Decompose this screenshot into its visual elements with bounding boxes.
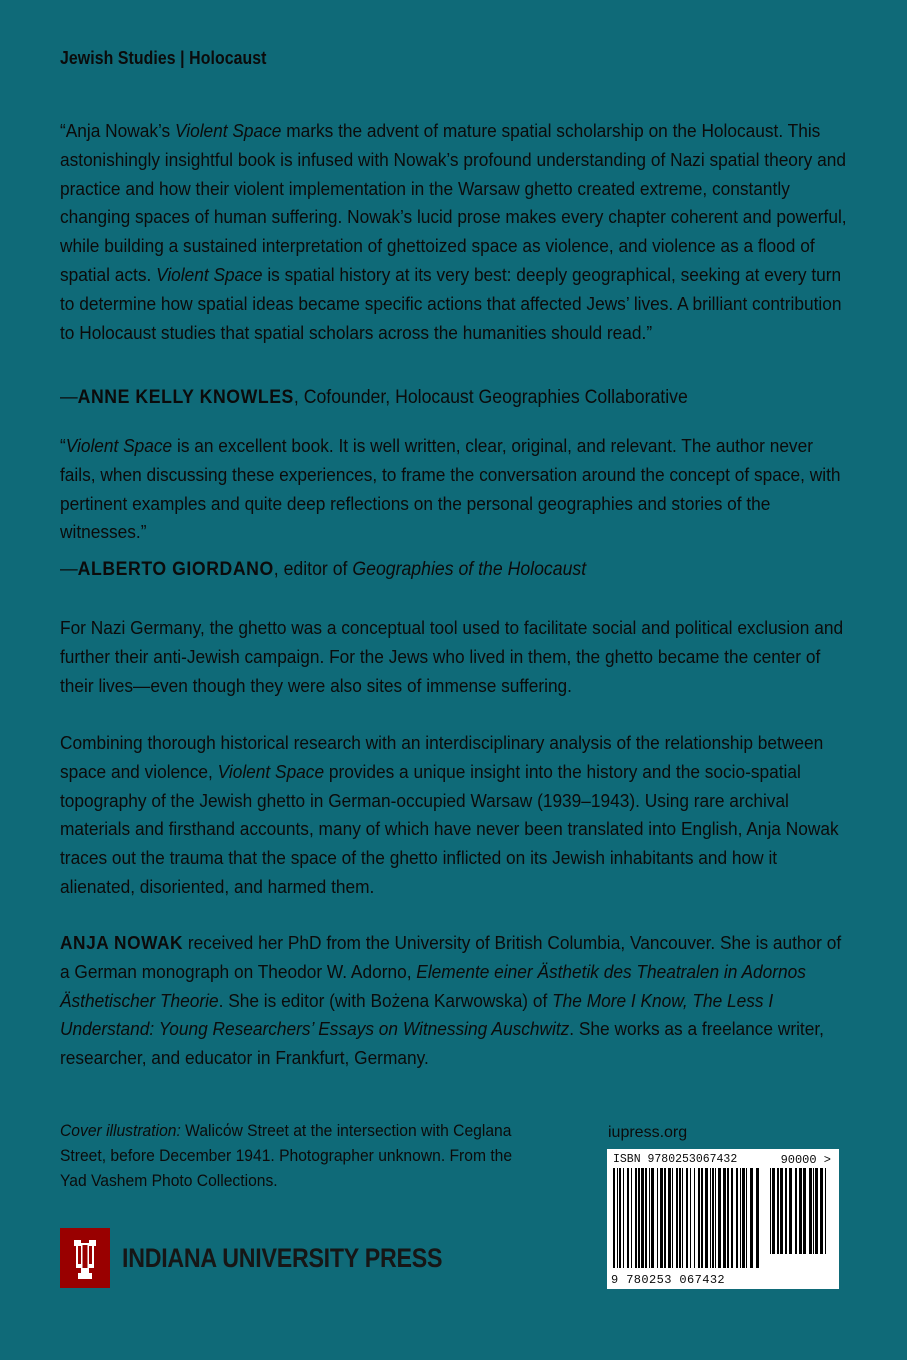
barcode-digits: 9 780253 067432 [611, 1273, 726, 1287]
paragraph-text: provides a unique insight into the history and the socio-spatial topography of the Jewish ghetto in German-occupied Warsaw (1939–1943). Using rare archival materials and firsthand accounts, many of which have never been translated into English, Anja Nowak traces out the trauma that the space of the ghetto inflicted on its Jewish inhabitants and how it alienated, disoriented, and harmed them. [60, 760, 839, 897]
barcode-bar [698, 1168, 700, 1268]
barcode-bar [772, 1168, 775, 1254]
barcode-bar [651, 1168, 654, 1268]
dash: — [60, 559, 78, 580]
barcode-bar [619, 1168, 621, 1268]
iu-trident-logo-icon [60, 1228, 110, 1288]
barcode-bar [813, 1168, 814, 1254]
review-quote-2 [60, 432, 851, 547]
barcode-bar [657, 1168, 658, 1268]
bio-text: . She is editor (with Bożena Karwowska) of [218, 989, 553, 1011]
quote-text: is spatial history at its very best: deeply geographical, seeking at every turn to determine how spatial ideas became specific actions that affected Jews’ lives. A brilliant contribution to Holocaust studies that spatial scholars across the humanities should read.” [60, 263, 842, 343]
barcode-bar [613, 1168, 615, 1268]
barcode-bar [785, 1168, 787, 1254]
barcode-bar [649, 1168, 650, 1268]
publisher-name: INDIANA UNIVERSITY PRESS [122, 1243, 443, 1273]
barcode-bar [664, 1168, 666, 1268]
barcode-bar [742, 1168, 745, 1268]
addon-barcode-bars [768, 1168, 832, 1254]
barcode-bar [705, 1168, 708, 1268]
barcode-bar [694, 1168, 695, 1268]
barcode-bar [623, 1168, 624, 1268]
barcode-bar [746, 1168, 747, 1268]
quote-text: “ [60, 435, 66, 456]
reviewer-name: ALBERTO GIORDANO [77, 559, 274, 580]
barcode-bar [780, 1168, 783, 1254]
caption-text: Walicόw Street at the intersection with Ceglana Street, before December 1941. Photographer unknown. From the Yad Vashem Photo Collections. [60, 1121, 513, 1190]
barcode-bar [750, 1168, 753, 1268]
barcode-bar [799, 1168, 802, 1254]
reviewer-work: Geographies of the Holocaust [352, 559, 587, 580]
book-title: Violent Space [175, 120, 282, 141]
barcode-bar [679, 1168, 681, 1268]
barcode-bar [756, 1168, 759, 1268]
publisher-website[interactable]: iupress.org [608, 1124, 688, 1141]
barcode-bar [736, 1168, 738, 1268]
barcode-bar [795, 1168, 797, 1254]
barcode-bar [710, 1168, 711, 1268]
barcode-bar [627, 1168, 629, 1268]
work-title: The More I Know, The Less I Understand: Young Researchers’ Essays on Witnessing Auschwitz [60, 989, 774, 1040]
description-paragraph-2 [60, 729, 851, 902]
book-title: Violent Space [65, 435, 173, 456]
paragraph-text: Combining thorough historical research with an interdisciplinary analysis of the relationship between space and violence, [60, 732, 824, 782]
barcode-bar [701, 1168, 703, 1268]
barcode-bar [638, 1168, 640, 1268]
description-paragraph-1 [60, 614, 851, 700]
barcode-bar [715, 1168, 716, 1268]
author-name: ANJA NOWAK [60, 932, 184, 953]
review-attribution-2 [60, 556, 851, 584]
barcode-bar [723, 1168, 726, 1268]
barcode-bar [690, 1168, 691, 1268]
barcode-bar [815, 1168, 818, 1254]
dash: — [60, 387, 78, 408]
paragraph-text: For Nazi Germany, the ghetto was a conceptual tool used to facilitate social and political exclusion and further their anti-Jewish campaign. For the Jews who lived in them, the ghetto became the center of their lives—even though they were also sites of immense suffering. [60, 617, 844, 696]
barcode-bar [803, 1168, 806, 1254]
barcode-bar [660, 1168, 663, 1268]
cover-illustration-caption [60, 1118, 520, 1193]
barcode-bar [731, 1168, 733, 1268]
barcode-bar [727, 1168, 729, 1268]
barcode-bar [718, 1168, 721, 1268]
barcode-bar [825, 1168, 826, 1254]
reviewer-role: , editor of [273, 559, 353, 580]
barcode-bar [686, 1168, 688, 1268]
quote-text: marks the advent of mature spatial scholarship on the Holocaust. This astonishingly insightful book is infused with Nowak’s profound understanding of Nazi spatial theory and practice and how their violent implementation in the Warsaw ghetto created extreme, constantly changing spaces of human suffering. Nowak’s lucid prose makes every chapter coherent and powerful, while building a sustained interpretation of ghettoized space as violence, and violence as a flood of spatial acts. [60, 120, 847, 285]
isbn-barcode [607, 1149, 839, 1289]
barcode-bar [712, 1168, 714, 1268]
reviewer-role: , Cofounder, Holocaust Geographies Collaborative [293, 387, 688, 408]
quote-text: is an excellent book. It is well written, clear, original, and relevant. The author never fails, when discussing these experiences, to frame the conversation around the concept of space, with pertinent examples and quite deep reflections on the personal geographies and stories of the witnesses.” [60, 435, 841, 543]
reviewer-name: ANNE KELLY KNOWLES [77, 387, 294, 408]
quote-text: “Anja Nowak’s [60, 120, 176, 141]
barcode-bar [682, 1168, 683, 1268]
barcode-bar [740, 1168, 741, 1268]
barcode-bar [645, 1168, 647, 1268]
barcode-bar [668, 1168, 671, 1268]
category-label: Jewish Studies | Holocaust [60, 48, 267, 68]
caption-label: Cover illustration: [60, 1121, 181, 1140]
book-title: Violent Space [156, 263, 263, 285]
barcode-bar [631, 1168, 632, 1268]
review-quote-1 [60, 117, 851, 347]
barcode-bar [617, 1168, 618, 1268]
bio-text: . She works as a freelance writer, researcher, and educator in Frankfurt, Germany. [60, 1018, 824, 1069]
bio-text: received her PhD from the University of British Columbia, Vancouver. She is author of a German monograph on Theodor W. Adorno, [60, 932, 842, 982]
book-title: Violent Space [217, 760, 325, 782]
author-bio [60, 929, 851, 1073]
review-attribution-1 [60, 384, 851, 412]
barcode-bar [641, 1168, 644, 1268]
barcode-bar [635, 1168, 637, 1268]
price-code: 90000 > [780, 1153, 831, 1167]
barcode-bar [777, 1168, 779, 1254]
work-title: Elemente einer Ästhetik des Theatralen in Adornos Ästhetischer Theorie [60, 960, 806, 1011]
barcode-bar [676, 1168, 678, 1268]
barcode-bar [820, 1168, 823, 1254]
barcode-bar [789, 1168, 792, 1254]
barcode-bars [611, 1168, 761, 1268]
barcode-bar [770, 1168, 771, 1254]
barcode-bar [809, 1168, 812, 1254]
isbn-label: ISBN 9780253067432 [613, 1153, 738, 1166]
barcode-bar [672, 1168, 673, 1268]
